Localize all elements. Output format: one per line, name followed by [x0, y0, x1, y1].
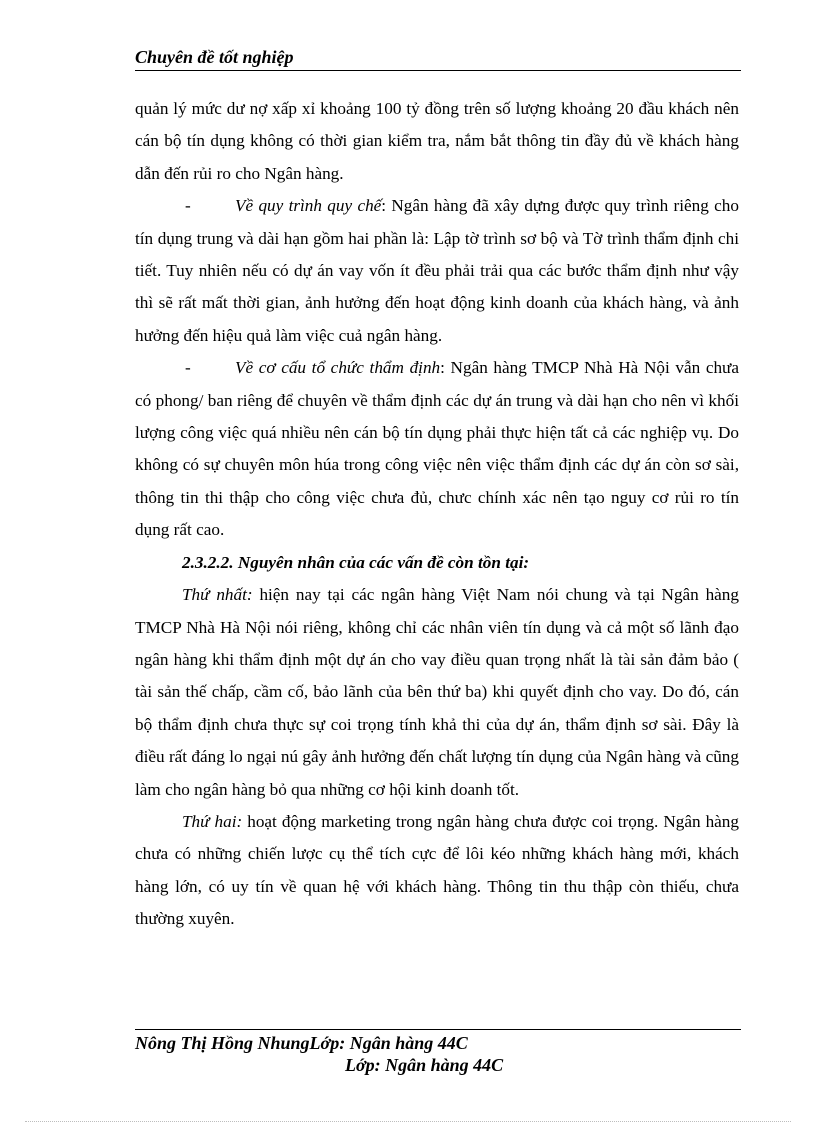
bullet-organization	[135, 352, 739, 546]
bullet-process-rules	[135, 190, 739, 352]
bullet-label: Về quy trình quy chế	[235, 196, 382, 216]
bullet-dash: -	[185, 358, 191, 378]
bullet-dash: -	[185, 196, 191, 216]
reason-label: Thứ nhất:	[182, 585, 253, 605]
bullet-text: : Ngân hàng TMCP Nhà Hà Nội vẫn chưa có phong/ ban riêng để chuyên về thẩm định các dự án trung và dài hạn cho nên vì khối lượng công việc quá nhiều nên cán bộ tín dụng phải thực hiện tất cả các nghiệp vụ. Do không có sự chuyên môn húa trong công việc nên việc thẩm định các dự án còn sơ sài, thông tin thi thập cho công việc chưa đủ, chưc chính xác nên tạo nguy cơ rủi ro tín dụng rất cao.	[135, 358, 739, 540]
reason-text: hiện nay tại các ngân hàng Việt Nam nói chung và tại Ngân hàng TMCP Nhà Hà Nội nói riêng, không chỉ các nhân viên tín dụng và cả một số lãnh đạo ngân hàng khi thẩm định một dự án cho vay điều quan trọng nhất là tài sản đảm bảo ( tài sản thế chấp, cầm cố, bảo lãnh của bên thứ ba) khi quyết định cho vay. Do đó, cán bộ thẩm định chưa thực sự coi trọng tính khả thi của dự án, thẩm định sơ sài. Đây là điều rất đáng lo ngại nú gây ảnh hưởng đến chất lượng tín dụng của Ngân hàng và cũng làm cho ngân hàng bỏ qua những cơ hội kinh doanh tốt.	[135, 585, 739, 799]
footer-divider	[135, 1029, 741, 1030]
paragraph-first-reason	[135, 579, 739, 806]
footer-author-class: Nông Thị Hồng NhungLớp: Ngân hàng 44C	[135, 1033, 468, 1053]
footer-class: Lớp: Ngân hàng 44C	[345, 1055, 504, 1075]
document-body	[135, 93, 739, 936]
page-header-title: Chuyên đề tốt nghiệp	[135, 47, 294, 67]
reason-text: hoạt động marketing trong ngân hàng chưa được coi trọng. Ngân hàng chưa có những chiến lược cụ thể tích cực để lôi kéo những khách hàng mới, khách hàng lớn, có uy tín về quan hệ với khách hàng. Thông tin thu thập còn thiếu, chưa thường xuyên.	[135, 811, 739, 929]
section-heading: 2.3.2.2. Nguyên nhân của các vấn đề còn tồn tại:	[182, 552, 530, 572]
bullet-text: : Ngân hàng đã xây dựng được quy trình riêng cho tín dụng trung và dài hạn gồm hai phần là: Lập tờ trình sơ bộ và Tờ trình thẩm định chi tiết. Tuy nhiên nếu có dự án vay vốn ít đều phải trải qua các bước thẩm định như vậy thì sẽ rất mất thời gian, ảnh hưởng đến hoạt động kinh doanh của khách hàng, và ảnh hưởng đến hiệu quả làm việc cuả ngân hàng.	[135, 196, 739, 345]
bullet-label: Về cơ cấu tổ chức thẩm định	[235, 358, 441, 378]
reason-label: Thứ hai:	[182, 811, 243, 831]
paragraph-second-reason	[135, 806, 739, 936]
paragraph-continuation: quản lý mức dư nợ xấp xỉ khoảng 100 tỷ đồng trên số lượng khoảng 20 đầu khách nên cán bộ tín dụng không có thời gian kiểm tra, nắm bắt thông tin đầy đủ về khách hàng dẫn đến rủi ro cho Ngân hàng.	[135, 99, 739, 183]
header-divider	[135, 70, 741, 71]
page-bottom-edge	[25, 1121, 791, 1122]
